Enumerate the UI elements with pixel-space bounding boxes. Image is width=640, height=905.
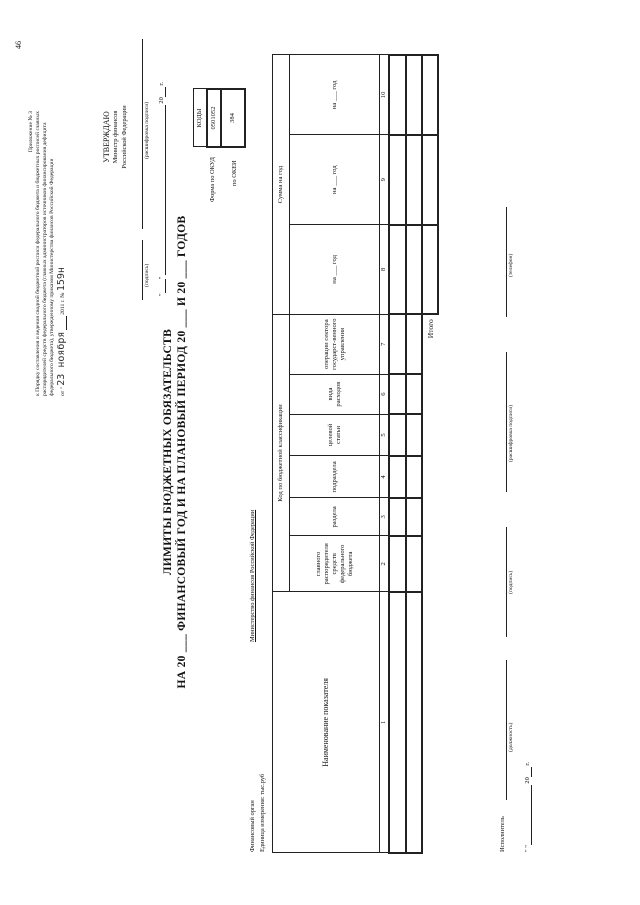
- approval-label: УТВЕРЖДАЮ: [102, 111, 111, 163]
- codes-header: КОДЫ: [194, 89, 208, 147]
- col-number-4: 4: [380, 456, 390, 498]
- footer-decode-caption: (расшифровка подписи): [508, 404, 514, 462]
- approval-date: "" 20 г.: [158, 82, 165, 296]
- appendix-date-handwritten: 23 ноября: [56, 331, 67, 386]
- col-header-main-manager: главного распорядителя средств федерального бюджета: [290, 536, 380, 592]
- col-name-header: Наименование показателя: [273, 592, 380, 853]
- approval-line-2: Российской Федерации: [121, 105, 128, 169]
- okei-value: 384: [221, 89, 245, 147]
- executor-label: Исполнитель: [499, 816, 506, 852]
- document-title-line-1: ЛИМИТЫ БЮДЖЕТНЫХ ОБЯЗАТЕЛЬСТВ: [162, 328, 174, 576]
- col-header-year-3: на ___ год: [290, 55, 380, 135]
- appendix-title: Приложение № 3: [28, 111, 34, 153]
- limits-table: [272, 54, 439, 854]
- fin-organ-label: Финансовый орган: [249, 800, 256, 852]
- col-header-year-1: на ___ год: [290, 225, 380, 315]
- okud-value: 0501052: [207, 89, 221, 147]
- col-header-subsection: подраздела: [290, 456, 380, 498]
- appendix-date-row: [57, 111, 67, 396]
- col-header-year-2: на ___ год: [290, 135, 380, 225]
- unit-label: Единица измерения: тыс.руб: [259, 773, 266, 852]
- appendix-number-handwritten: 159н: [56, 267, 67, 292]
- footer-sign-caption: (подпись): [508, 570, 514, 594]
- okud-label: Форма по ОКУД: [209, 157, 216, 202]
- appendix-block: [28, 111, 67, 396]
- col-header-gov-operation: операции сектора государст-венного управления: [290, 314, 380, 374]
- col-header-target-article: целевой статьи: [290, 414, 380, 456]
- okei-label: по ОКЕИ: [231, 160, 238, 186]
- footer-phone-caption: (телефон): [508, 253, 514, 277]
- col-header-section: раздела: [290, 498, 380, 536]
- approval-block: [102, 37, 129, 237]
- group-code-header: Код по бюджетной классификации: [273, 314, 290, 592]
- col-number-9: 9: [380, 135, 390, 225]
- footer-date: " " 20 г.: [524, 762, 531, 852]
- approval-sign-caption: (подпись): [144, 263, 150, 287]
- table-row: [389, 55, 406, 853]
- appendix-line-1: к Порядку составления и ведения сводной бюджетной росписи федерального бюджета и бюджетных росписей главных: [35, 111, 41, 396]
- approval-decode-caption: (расшифровка подписи): [144, 101, 150, 159]
- appendix-date-mid: 2011 г. №: [60, 292, 66, 315]
- footer-position-caption: (должность): [508, 722, 514, 752]
- group-sum-header: Сумма на год: [273, 55, 290, 314]
- document-title-line-2: НА 20 ___ ФИНАНСОВЫЙ ГОД И НА ПЛАНОВЫЙ ПЕРИОД 20 ___ И 20 ___ ГОДОВ: [176, 215, 188, 689]
- table-row: [406, 55, 422, 853]
- col-number-7: 7: [380, 314, 390, 374]
- approval-line-1: Министр финансов: [112, 110, 119, 164]
- appendix-date-prefix: от ": [60, 387, 66, 396]
- col-number-3: 3: [380, 498, 390, 536]
- appendix-line-3: федерального бюджета), утвержденному приказом Министерства финансов Российской Федерации: [49, 158, 55, 396]
- col-number-5: 5: [380, 414, 390, 456]
- total-label: Итого: [425, 319, 435, 339]
- rotated-document-sheet: [10, 12, 630, 892]
- col-number-2: 2: [380, 536, 390, 592]
- fin-organ-value: Министерство финансов Российской Федерации: [249, 509, 256, 642]
- col-number-1: 1: [380, 592, 390, 853]
- codes-box: [193, 88, 246, 148]
- col-number-10: 10: [380, 55, 390, 135]
- col-header-expense-type: вида расходов: [290, 374, 380, 414]
- total-row: [422, 55, 438, 853]
- col-number-6: 6: [380, 374, 390, 414]
- col-number-8: 8: [380, 225, 390, 315]
- page-number: 46: [14, 41, 23, 49]
- appendix-line-2: распорядителей средств федерального бюджета (главных администраторов источников финансирования дефицита: [42, 122, 48, 396]
